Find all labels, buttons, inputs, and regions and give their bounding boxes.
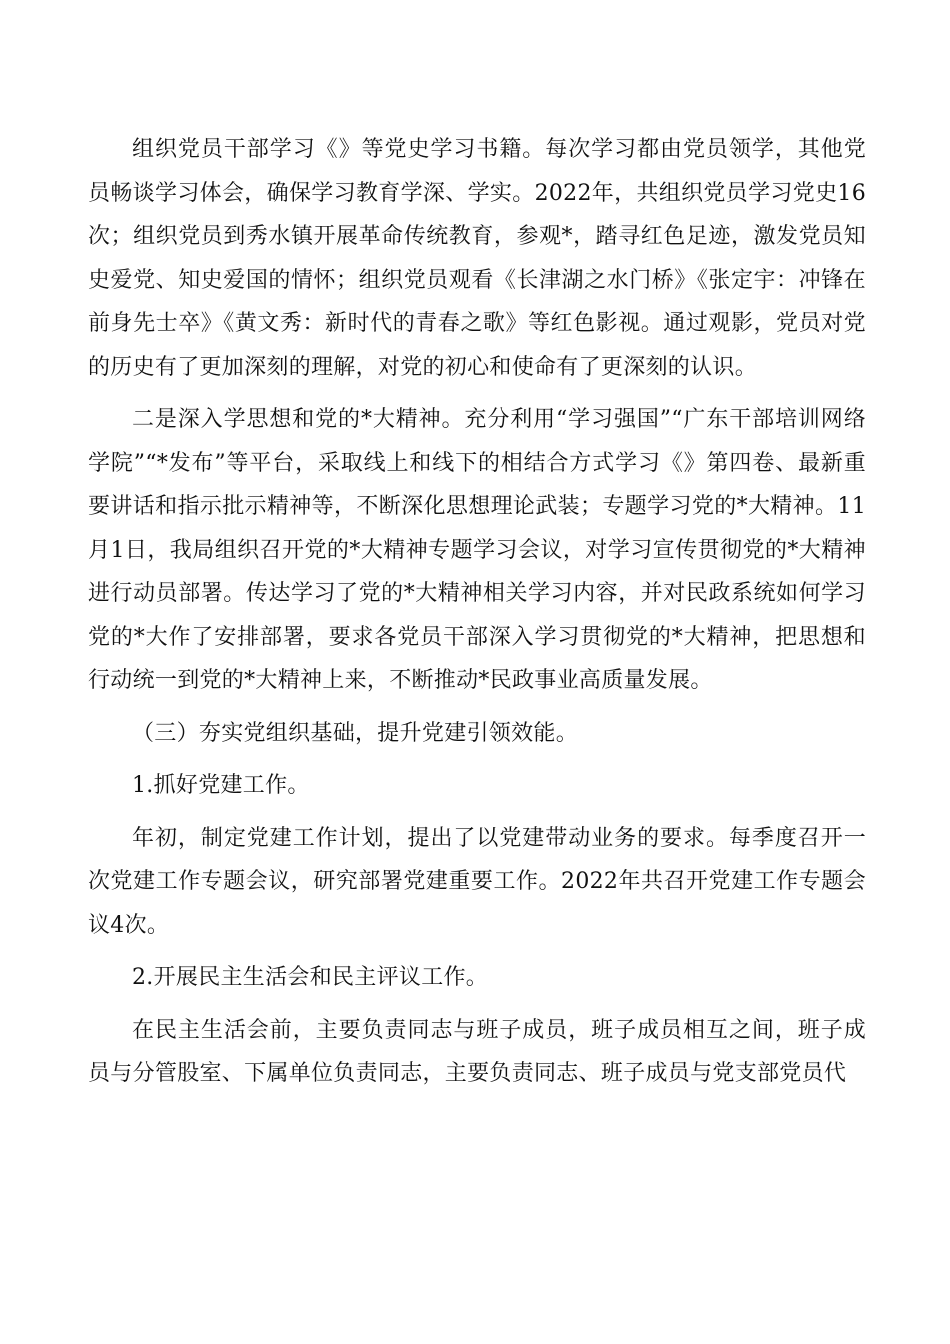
paragraph-party-building-plan: 年初，制定党建工作计划，提出了以党建带动业务的要求。每季度召开一次党建工作专题会议，研究部署党建重要工作。2022年共召开党建工作专题会议4次。	[88, 825, 866, 938]
paragraph-thought-study: 二是深入学思想和党的*大精神。充分利用“学习强国”“广东干部培训网络学院”“*发布”等平台，采取线上和线下的相结合方式学习《》第四卷、最新重要讲话和指示批示精神等，不断深化思想理论武装；专题学习党的*大精神。11月1日，我局组织召开党的*大精神专题学习会议，对学习宣传贯彻党的*大精神进行动员部署。传达学习了党的*大精神相关学习内容，并对民政系统如何学习党的*大作了安排部署，要求各党员干部深入学习贯彻党的*大精神，把思想和行动统一到党的*大精神上来，不断推动*民政事业高质量发展。	[88, 407, 866, 693]
subheading-2: 2.开展民主生活会和民主评议工作。	[132, 965, 489, 990]
subheading-1: 1.抓好党建工作。	[132, 773, 310, 798]
document-page	[88, 128, 866, 1096]
paragraph-democratic-life: 在民主生活会前，主要负责同志与班子成员，班子成员相互之间，班子成员与分管股室、下属单位负责同志，主要负责同志、班子成员与党支部党员代	[88, 1017, 866, 1086]
section-heading-3: （三）夯实党组织基础，提升党建引领效能。	[132, 720, 579, 746]
paragraph-party-history-study: 组织党员干部学习《》等党史学习书籍。每次学习都由党员领学，其他党员畅谈学习体会，确保学习教育学深、学实。2022年，共组织党员学习党史16次；组织党员到秀水镇开展革命传统教育，参观*，踏寻红色足迹，激发党员知史爱党、知史爱国的情怀；组织党员观看《长津湖之水门桥》《张定宇：冲锋在前身先士卒》《黄文秀：新时代的青春之歌》等红色影视。通过观影，党员对党的历史有了更加深刻的理解，对党的初心和使命有了更深刻的认识。	[88, 137, 866, 380]
